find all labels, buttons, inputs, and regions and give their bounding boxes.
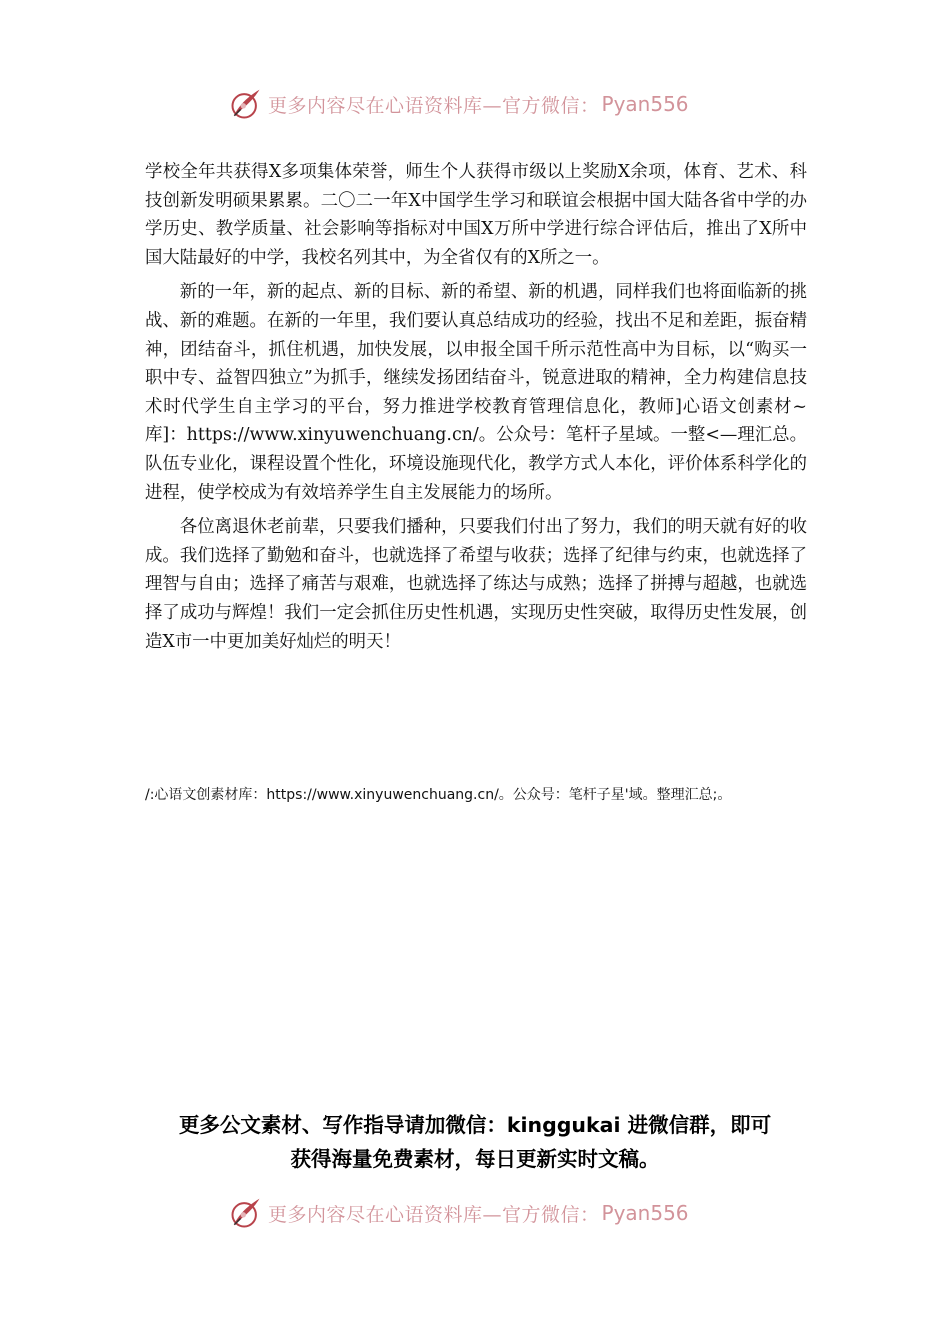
quill-pen-circle-icon bbox=[228, 86, 264, 122]
header-banner bbox=[228, 84, 689, 124]
promo-block bbox=[100, 1108, 850, 1176]
paragraph-closing: 各位离退休老前辈，只要我们播种，只要我们付出了努力，我们的明天就有好的收成。我们选择了勤勉和奋斗，也就选择了希望与收获；选择了纪律与约束，也就选择了理智与自由；选择了痛苦与艰难，也就选择了练达与成熟；选择了拼搏与超越，也就选择了成功与辉煌！我们一定会抓住历史性机遇，实现历史性突破，取得历史性发展，创造X市一中更加美好灿烂的明天！ bbox=[145, 517, 807, 652]
footer-banner bbox=[228, 1193, 689, 1233]
footer-banner-text: 更多内容尽在心语资料库—官方微信： bbox=[268, 1203, 600, 1226]
document-body bbox=[145, 158, 807, 662]
header-banner-text: 更多内容尽在心语资料库—官方微信： bbox=[268, 94, 600, 117]
source-note: /:心语文创素材库：https://www.xinyuwenchuang.cn/。公众号：笔杆子星'域。整理汇总;。 bbox=[145, 787, 732, 803]
quill-pen-circle-icon bbox=[228, 1195, 264, 1231]
header-wechat-id: Pyan556 bbox=[601, 92, 689, 116]
promo-line-1: 更多公文素材、写作指导请加微信：kinggukai 进微信群，即可 bbox=[178, 1113, 772, 1137]
paragraph-achievements: 学校全年共获得X多项集体荣誉，师生个人获得市级以上奖励X余项，体育、艺术、科技创新发明硕果累累。二〇二一年X中国学生学习和联谊会根据中国大陆各省中学的办学历史、教学质量、社会影响等指标对中国X万所中学进行综合评估后，推出了X所中国大陆最好的中学，我校名列其中，为全省仅有的X所之一。 bbox=[145, 162, 807, 268]
promo-line-2: 获得海量免费素材，每日更新实时文稿。 bbox=[290, 1147, 660, 1171]
footer-wechat-id: Pyan556 bbox=[601, 1201, 689, 1225]
paragraph-new-year-goals: 新的一年，新的起点、新的目标、新的希望、新的机遇，同样我们也将面临新的挑战、新的难题。在新的一年里，我们要认真总结成功的经验，找出不足和差距，振奋精神，团结奋斗，抓住机遇，加快发展，以申报全国千所示范性高中为目标，以“购买一职中专、益智四独立”为抓手，继续发扬团结奋斗，锐意进取的精神，全力构建信息技术时代学生自主学习的平台，努力推进学校教育管理信息化，教师]心语文创素材~库]：https://www.xinyuwenchuang.cn/。公众号：笔杆子星域。一整<—理汇总。队伍专业化，课程设置个性化，环境设施现代化，教学方式人本化，评价体系科学化的进程，使学校成为有效培养学生自主发展能力的场所。 bbox=[145, 282, 807, 503]
